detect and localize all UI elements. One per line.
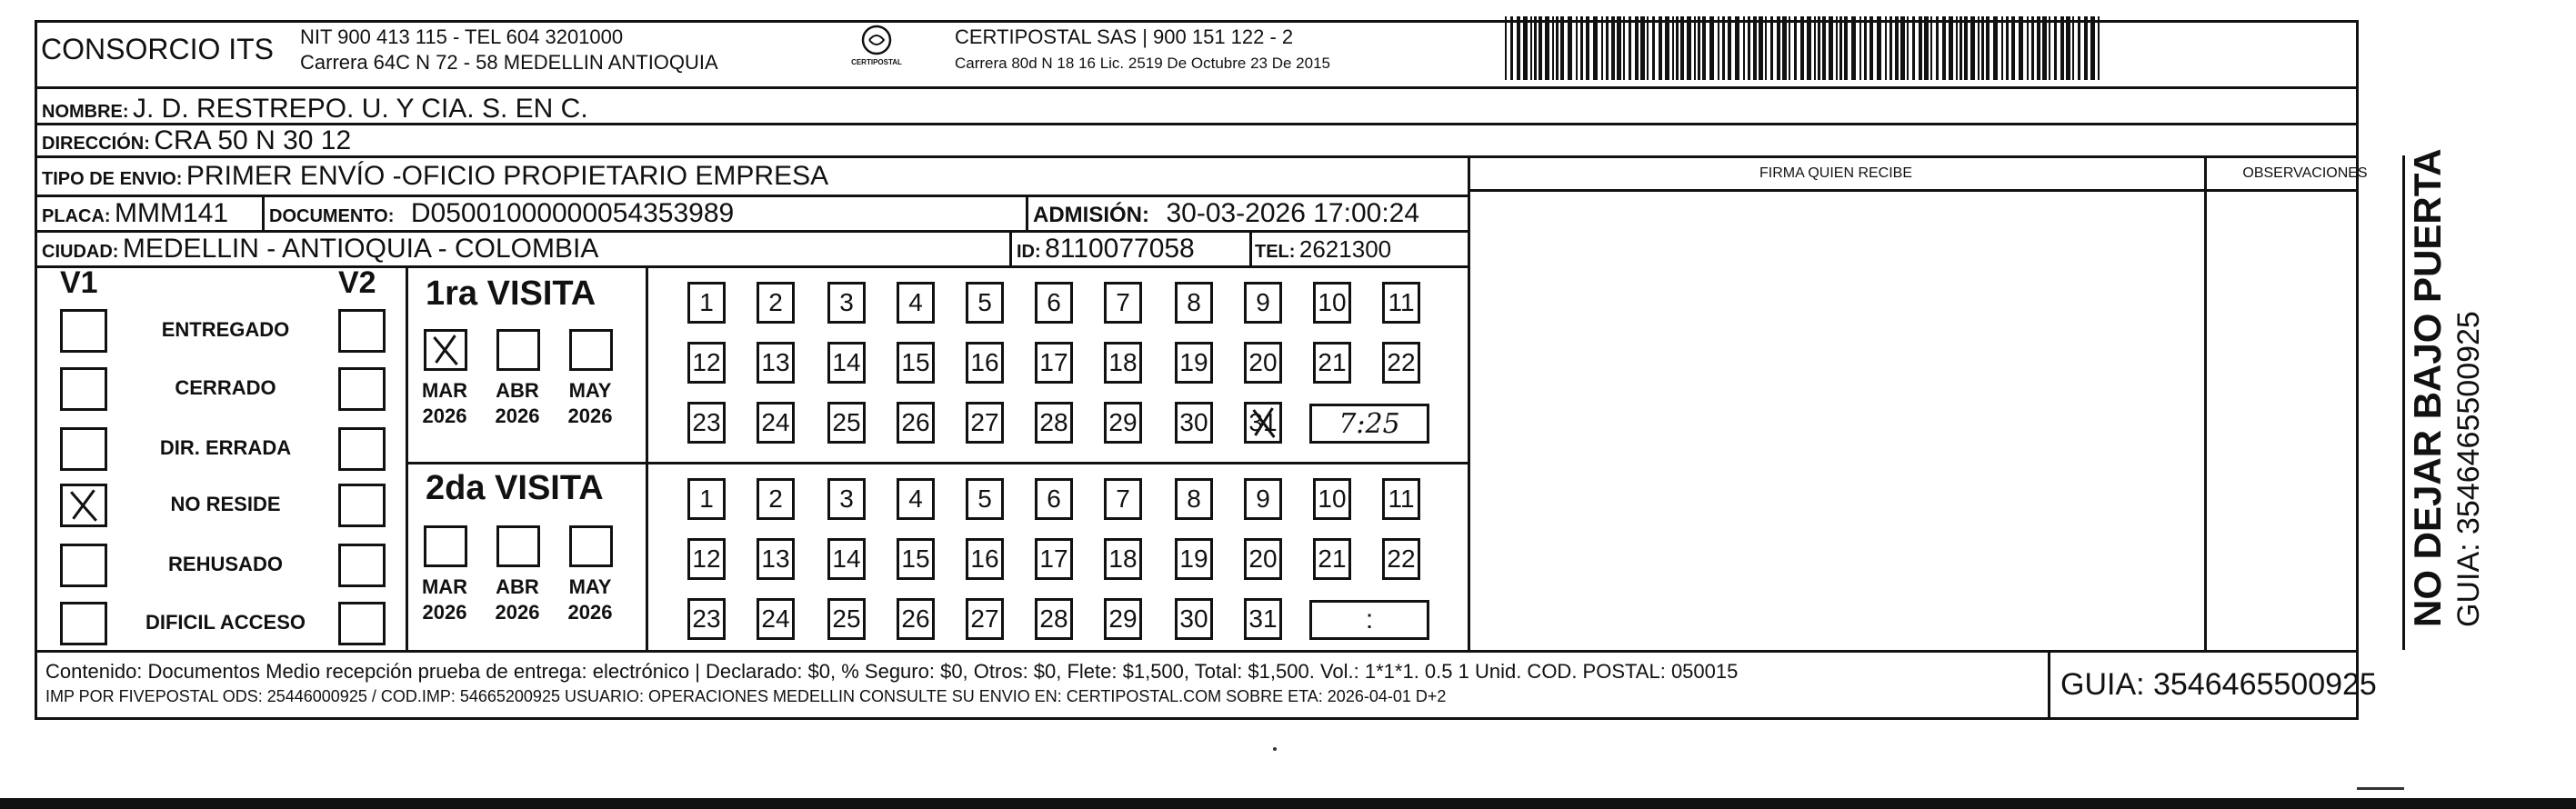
- logo-caption: CERTIPOSTAL: [851, 58, 902, 66]
- v1-checkbox[interactable]: [60, 427, 107, 471]
- month-label: ABR: [496, 379, 539, 402]
- barcode-bar: [1680, 16, 1684, 80]
- barcode-bar: [1702, 16, 1706, 80]
- day-box[interactable]: 20: [1244, 342, 1282, 384]
- v2-checkbox[interactable]: [338, 427, 386, 471]
- tipo-label: TIPO DE ENVIO:: [42, 169, 183, 189]
- barcode-bar: [1593, 16, 1598, 80]
- nombre-label: NOMBRE:: [42, 102, 129, 122]
- day-box[interactable]: 20: [1244, 538, 1282, 580]
- status-label: DIR. ERRADA: [159, 436, 292, 459]
- day-box[interactable]: 27: [966, 402, 1004, 444]
- footer-contenido: Contenido: Documentos Medio recepción prueba de entrega: electrónico | Declarado: $0, % Seguro: $0, Otros: $0, Flete: $1,500, Total: $1,500. Vol.: 1*1*1. 0.5 1 Unid. COD. POSTAL: 050015: [45, 660, 1739, 683]
- barcode-bar: [1839, 16, 1842, 80]
- barcode-bar: [2090, 16, 2095, 80]
- v2-checkbox[interactable]: [338, 544, 386, 587]
- day-box[interactable]: 3: [827, 282, 866, 324]
- barcode-bar: [1748, 16, 1750, 80]
- nombre-value: J. D. RESTREPO. U. Y CIA. S. EN C.: [133, 94, 588, 124]
- barcode-bar: [1936, 16, 1939, 80]
- barcode-bar: [2054, 16, 2057, 80]
- month-year-label: [486, 574, 549, 625]
- month-year-label: [413, 378, 476, 429]
- carrier-logo-icon: [860, 24, 893, 56]
- barcode-bar: [1829, 16, 1833, 80]
- month-checkbox[interactable]: [569, 525, 613, 567]
- day-box[interactable]: 10: [1313, 282, 1351, 324]
- year-label: 2026: [567, 601, 613, 624]
- documento-row: [269, 198, 734, 229]
- barcode-bar: [1942, 16, 1946, 80]
- barcode-bar: [1859, 16, 1861, 80]
- day-box[interactable]: 17: [1035, 342, 1073, 384]
- placa-value: MMM141: [115, 198, 229, 228]
- barcode-bar: [1576, 16, 1578, 80]
- barcode-bar: [2027, 16, 2029, 80]
- barcode-bar: [1698, 16, 1700, 80]
- barcode-bar: [1818, 16, 1820, 80]
- side-guia: GUIA: 3546465500925: [2451, 311, 2486, 627]
- v2-checkbox[interactable]: [338, 367, 386, 411]
- barcode-bar: [1687, 16, 1691, 80]
- barcode-bar: [1722, 16, 1725, 80]
- barcode-bar: [1986, 16, 1990, 80]
- barcode-bar: [1877, 16, 1881, 80]
- day-box[interactable]: 11: [1382, 282, 1420, 324]
- barcode-bar: [1836, 16, 1838, 80]
- v1-checkbox[interactable]: [60, 602, 107, 645]
- v1-checkbox[interactable]: [60, 309, 107, 353]
- barcode-bar: [1510, 16, 1513, 80]
- year-label: 2026: [495, 404, 540, 427]
- barcode-bar: [1822, 16, 1826, 80]
- day-box[interactable]: 19: [1175, 342, 1213, 384]
- firma-label: FIRMA QUIEN RECIBE: [1759, 165, 1913, 181]
- barcode-bar: [2006, 16, 2009, 80]
- direccion-value: CRA 50 N 30 12: [154, 125, 352, 155]
- barcode-bar: [2037, 16, 2040, 80]
- day-box[interactable]: 14: [827, 342, 866, 384]
- barcode-bar: [1864, 16, 1867, 80]
- barcode-bar: [1960, 16, 1962, 80]
- day-box[interactable]: 31: [1244, 598, 1282, 640]
- barcode-bar: [1635, 16, 1639, 80]
- barcode-bar: [1759, 16, 1763, 80]
- day-box[interactable]: 29: [1104, 598, 1142, 640]
- barcode-bar: [1728, 16, 1731, 80]
- month-label: MAR: [421, 575, 468, 598]
- day-box[interactable]: 25: [827, 402, 866, 444]
- tipo-row: [42, 161, 828, 192]
- barcode-bar: [1617, 16, 1621, 80]
- barcode-bar: [2042, 16, 2047, 80]
- barcode-bar: [1912, 16, 1915, 80]
- id-value: 8110077058: [1045, 234, 1195, 264]
- handwritten-check-mark: [63, 486, 105, 524]
- day-box[interactable]: 5: [966, 282, 1004, 324]
- month-label: MAY: [568, 575, 612, 598]
- day-box[interactable]: 6: [1035, 478, 1073, 520]
- year-label: 2026: [567, 404, 613, 427]
- barcode-bar: [1970, 16, 1975, 80]
- barcode-bar: [1885, 16, 1887, 80]
- barcode-bar: [1545, 16, 1549, 80]
- barcode-bar: [1978, 16, 1980, 80]
- barcode-bar: [1770, 16, 1773, 80]
- company-address: Carrera 64C N 72 - 58 MEDELLIN ANTIOQUIA: [300, 51, 718, 74]
- barcode-bar: [1753, 16, 1757, 80]
- day-box[interactable]: 26: [897, 402, 935, 444]
- day-box[interactable]: 13: [757, 342, 795, 384]
- barcode-bar: [2049, 16, 2050, 80]
- documento-value: D05001000000054353989: [410, 198, 735, 228]
- day-box[interactable]: 11: [1382, 478, 1420, 520]
- day-box[interactable]: 26: [897, 598, 935, 640]
- barcode-bar: [1964, 16, 1968, 80]
- barcode-bar: [1611, 16, 1615, 80]
- barcode-bar: [1895, 16, 1899, 80]
- tel-label: TEL:: [1255, 242, 1296, 262]
- second-visit-title: 2da VISITA: [426, 469, 604, 507]
- day-box[interactable]: 15: [897, 342, 935, 384]
- day-box[interactable]: 23: [687, 402, 726, 444]
- month-checkbox[interactable]: [496, 329, 540, 371]
- day-box[interactable]: 21: [1313, 342, 1351, 384]
- barcode-bar: [1993, 16, 1998, 80]
- first-visit-title: 1ra VISITA: [426, 275, 596, 313]
- barcode-bar: [1814, 16, 1816, 80]
- day-box[interactable]: 25: [827, 598, 866, 640]
- day-box[interactable]: 23: [687, 598, 726, 640]
- day-box[interactable]: 24: [757, 598, 795, 640]
- day-box[interactable]: 16: [966, 538, 1004, 580]
- barcode-bar: [1517, 16, 1520, 80]
- barcode-bar: [1560, 16, 1564, 80]
- ciudad-label: CIUDAD:: [42, 242, 119, 262]
- barcode-bar: [1765, 16, 1767, 80]
- tipo-value: PRIMER ENVÍO -OFICIO PROPIETARIO EMPRESA: [185, 161, 829, 191]
- barcode: [1505, 16, 2105, 80]
- barcode-bar: [2031, 16, 2034, 80]
- first-visit-time[interactable]: 7:25: [1309, 404, 1429, 444]
- barcode-bar: [1676, 16, 1679, 80]
- barcode-bar: [2001, 16, 2003, 80]
- day-box[interactable]: 4: [897, 478, 935, 520]
- barcode-bar: [1659, 16, 1662, 80]
- barcode-bar: [1640, 16, 1645, 80]
- ciudad-row: [42, 234, 598, 265]
- barcode-bar: [1782, 16, 1787, 80]
- v2-checkbox[interactable]: [338, 602, 386, 645]
- barcode-bar: [1949, 16, 1953, 80]
- year-label: 2026: [422, 404, 467, 427]
- barcode-bar: [1568, 16, 1572, 80]
- barcode-bar: [1844, 16, 1848, 80]
- barcode-bar: [1807, 16, 1811, 80]
- day-box[interactable]: 9: [1244, 282, 1282, 324]
- barcode-bar: [1735, 16, 1739, 80]
- day-box[interactable]: 28: [1035, 402, 1073, 444]
- day-box[interactable]: 6: [1035, 282, 1073, 324]
- month-checkbox[interactable]: [424, 329, 467, 371]
- second-visit-time[interactable]: :: [1309, 600, 1429, 640]
- month-label: MAR: [421, 379, 468, 402]
- barcode-bar: [1647, 16, 1649, 80]
- company-nit: NIT 900 413 115 - TEL 604 3201000: [300, 25, 624, 48]
- day-box[interactable]: 3: [827, 478, 866, 520]
- footer-guia: GUIA: 3546465500925: [2060, 667, 2377, 702]
- company-name: CONSORCIO ITS: [41, 33, 275, 65]
- day-box[interactable]: 7: [1104, 478, 1142, 520]
- day-box[interactable]: 31: [1244, 402, 1282, 444]
- day-box[interactable]: 10: [1313, 478, 1351, 520]
- admision-row: [1033, 198, 1419, 229]
- barcode-bar: [1652, 16, 1655, 80]
- day-box[interactable]: 5: [966, 478, 1004, 520]
- barcode-bar: [2066, 16, 2070, 80]
- barcode-bar: [1930, 16, 1932, 80]
- day-box[interactable]: 29: [1104, 402, 1142, 444]
- day-box[interactable]: 1: [687, 282, 726, 324]
- barcode-bar: [1924, 16, 1929, 80]
- direccion-label: DIRECCIÓN:: [42, 134, 150, 154]
- day-box[interactable]: 28: [1035, 598, 1073, 640]
- scan-edge: [0, 798, 2576, 809]
- month-checkbox[interactable]: [569, 329, 613, 371]
- day-box[interactable]: 18: [1104, 538, 1142, 580]
- v2-checkbox[interactable]: [338, 309, 386, 353]
- month-label: MAY: [568, 379, 612, 402]
- day-box[interactable]: 30: [1175, 598, 1213, 640]
- ciudad-value: MEDELLIN - ANTIOQUIA - COLOMBIA: [122, 234, 599, 264]
- barcode-bar: [1800, 16, 1804, 80]
- id-row: [1017, 234, 1195, 265]
- barcode-bar: [1709, 16, 1714, 80]
- barcode-bar: [2078, 16, 2080, 80]
- barcode-bar: [1586, 16, 1589, 80]
- day-box[interactable]: 19: [1175, 538, 1213, 580]
- month-label: ABR: [496, 575, 539, 598]
- day-box[interactable]: 8: [1175, 478, 1213, 520]
- month-year-label: [486, 378, 549, 429]
- barcode-bar: [1889, 16, 1892, 80]
- v1-checkbox[interactable]: [60, 367, 107, 411]
- barcode-bar: [1505, 16, 1507, 80]
- month-checkbox[interactable]: [424, 525, 467, 567]
- observaciones-label: OBSERVACIONES: [2242, 165, 2368, 181]
- month-year-label: [558, 574, 622, 625]
- day-box[interactable]: 7: [1104, 282, 1142, 324]
- status-label: NO RESIDE: [170, 493, 281, 515]
- day-box[interactable]: 4: [897, 282, 935, 324]
- day-box[interactable]: 27: [966, 598, 1004, 640]
- day-box[interactable]: 18: [1104, 342, 1142, 384]
- day-box[interactable]: 22: [1382, 538, 1420, 580]
- barcode-bar: [2011, 16, 2015, 80]
- carrier-name: CERTIPOSTAL SAS | 900 151 122 - 2: [955, 25, 1294, 48]
- v2-checkbox[interactable]: [338, 484, 386, 527]
- barcode-bar: [1530, 16, 1532, 80]
- barcode-bar: [1718, 16, 1719, 80]
- day-box[interactable]: 14: [827, 538, 866, 580]
- barcode-bar: [2072, 16, 2074, 80]
- day-box[interactable]: 12: [687, 342, 726, 384]
- barcode-bar: [1777, 16, 1780, 80]
- barcode-bar: [1919, 16, 1922, 80]
- scan-mark: [2357, 787, 2404, 790]
- barcode-bar: [1794, 16, 1797, 80]
- placa-label: PLACA:: [42, 206, 111, 226]
- documento-label: DOCUMENTO:: [269, 206, 395, 226]
- month-year-label: [558, 378, 622, 429]
- day-box[interactable]: 16: [966, 342, 1004, 384]
- barcode-bar: [1623, 16, 1625, 80]
- barcode-bar: [1556, 16, 1559, 80]
- year-label: 2026: [422, 601, 467, 624]
- admision-label: ADMISIÓN:: [1033, 203, 1149, 227]
- day-box[interactable]: 1: [687, 478, 726, 520]
- barcode-bar: [1534, 16, 1537, 80]
- handwritten-check-mark: [426, 332, 465, 368]
- direccion-row: [42, 125, 351, 156]
- day-box[interactable]: 13: [757, 538, 795, 580]
- v2-label: V2: [338, 265, 376, 300]
- day-box[interactable]: 2: [757, 478, 795, 520]
- status-label: DIFICIL ACCESO: [145, 611, 306, 634]
- admision-value: 30-03-2026 17:00:24: [1166, 198, 1420, 228]
- day-box[interactable]: 30: [1175, 402, 1213, 444]
- day-box[interactable]: 21: [1313, 538, 1351, 580]
- nombre-row: [42, 94, 588, 125]
- barcode-bar: [1629, 16, 1631, 80]
- year-label: 2026: [495, 601, 540, 624]
- barcode-bar: [1552, 16, 1554, 80]
- barcode-bar: [1869, 16, 1873, 80]
- barcode-bar: [1601, 16, 1603, 80]
- barcode-bar: [1672, 16, 1674, 80]
- day-box[interactable]: 22: [1382, 342, 1420, 384]
- status-label: CERRADO: [175, 376, 276, 399]
- barcode-bar: [1981, 16, 1984, 80]
- month-year-label: [413, 574, 476, 625]
- handwritten-check-mark: [1247, 404, 1281, 441]
- barcode-bar: [2060, 16, 2064, 80]
- barcode-bar: [1743, 16, 1745, 80]
- placa-row: [42, 198, 228, 229]
- day-box[interactable]: 24: [757, 402, 795, 444]
- status-label: ENTREGADO: [161, 318, 290, 341]
- barcode-bar: [1907, 16, 1909, 80]
- barcode-bar: [2084, 16, 2088, 80]
- barcode-bar: [1900, 16, 1905, 80]
- month-checkbox[interactable]: [496, 525, 540, 567]
- barcode-bar: [1665, 16, 1669, 80]
- day-box[interactable]: 8: [1175, 282, 1213, 324]
- side-labels: [2406, 118, 2487, 627]
- footer-imp: IMP POR FIVEPOSTAL ODS: 25446000925 / COD.IMP: 54665200925 USUARIO: OPERACIONES MEDELLIN CONSULTE SU ENVIO EN: CERTIPOSTAL.COM SOBRE ETA: 2026-04-01 D+2: [45, 687, 1447, 705]
- scan-dot: [1273, 747, 1277, 751]
- v1-checkbox[interactable]: [60, 484, 107, 527]
- day-box[interactable]: 2: [757, 282, 795, 324]
- day-box[interactable]: 15: [897, 538, 935, 580]
- tel-row: [1255, 235, 1391, 264]
- barcode-bar: [1523, 16, 1528, 80]
- day-box[interactable]: 17: [1035, 538, 1073, 580]
- v1-checkbox[interactable]: [60, 544, 107, 587]
- barcode-bar: [1606, 16, 1609, 80]
- day-box[interactable]: 9: [1244, 478, 1282, 520]
- barcode-bar: [2019, 16, 2023, 80]
- barcode-bar: [1851, 16, 1856, 80]
- side-warning: NO DEJAR BAJO PUERTA: [2406, 148, 2449, 627]
- barcode-bar: [1580, 16, 1583, 80]
- tel-value: 2621300: [1298, 235, 1392, 263]
- barcode-bar: [2098, 16, 2100, 80]
- status-label: REHUSADO: [168, 553, 283, 575]
- day-box[interactable]: 12: [687, 538, 726, 580]
- id-label: ID:: [1017, 242, 1041, 262]
- barcode-bar: [1789, 16, 1790, 80]
- barcode-bar: [1694, 16, 1696, 80]
- barcode-bar: [1956, 16, 1958, 80]
- barcode-bar: [1539, 16, 1542, 80]
- carrier-license: Carrera 80d N 18 16 Lic. 2519 De Octubre 23 De 2015: [955, 55, 1330, 72]
- v1-label: V1: [60, 265, 98, 300]
